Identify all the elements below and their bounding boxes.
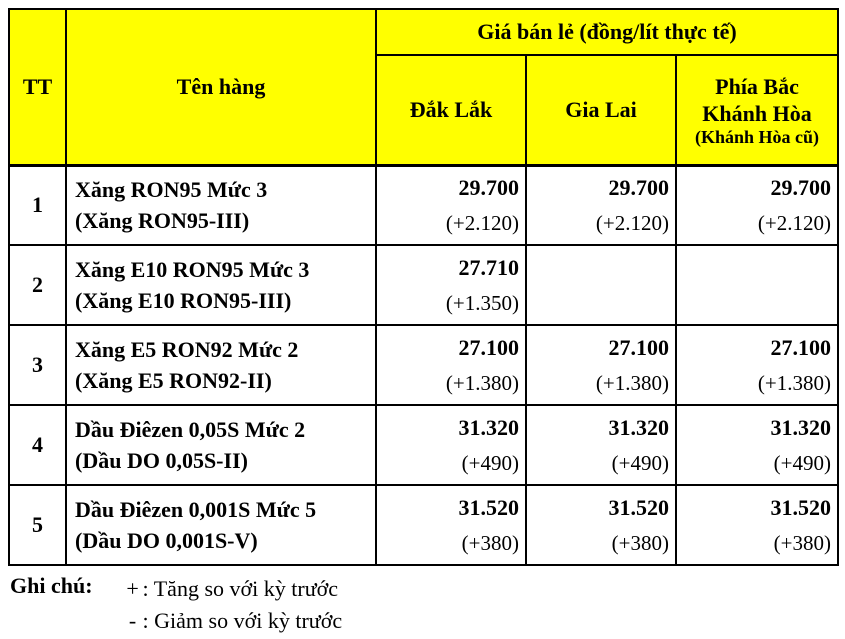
price-cell-gia-lai — [526, 165, 676, 245]
fuel-price-table — [8, 8, 839, 566]
row-number: 4 — [9, 405, 66, 485]
col-header-gia-ban-le: Giá bán lẻ (đồng/lít thực tế) — [376, 9, 838, 55]
price-change: (+2.120) — [445, 210, 519, 235]
table-row — [9, 325, 838, 405]
khanh-hoa-line1: Phía Bắc — [715, 73, 799, 99]
price-cell-gia-lai — [526, 405, 676, 485]
price-change: (+1.380) — [445, 370, 519, 395]
price-cell-dak-lak — [376, 165, 526, 245]
price-value: 31.320 — [770, 414, 832, 440]
product-name: Xăng E10 RON95 Mức 3 (Xăng E10 RON95-III) — [66, 245, 376, 325]
row-number: 5 — [9, 485, 66, 565]
price-change: (+490) — [611, 450, 669, 475]
price-change: (+1.350) — [445, 290, 519, 315]
table-row — [9, 405, 838, 485]
price-value: 31.520 — [770, 494, 832, 520]
legend-note-text: : Tăng so với kỳ trước — [142, 576, 339, 601]
khanh-hoa-line2: Khánh Hòa — [702, 100, 812, 126]
col-header-dak-lak: Đắk Lắk — [376, 55, 526, 165]
price-value: 29.700 — [770, 174, 832, 200]
table-row — [9, 165, 838, 245]
price-cell-khanh-hoa — [676, 325, 838, 405]
price-cell-khanh-hoa — [676, 245, 838, 325]
legend — [8, 573, 837, 637]
product-name: Dầu Điêzen 0,001S Mức 5 (Dầu DO 0,001S-V) — [66, 485, 376, 565]
price-change: (+490) — [773, 450, 832, 475]
price-value: 27.100 — [770, 334, 832, 360]
col-header-khanh-hoa — [676, 55, 838, 165]
price-change: (+380) — [461, 530, 519, 555]
price-change: (+2.120) — [595, 210, 669, 235]
price-cell-gia-lai — [526, 325, 676, 405]
price-cell-khanh-hoa — [676, 485, 838, 565]
legend-note-text: : Giảm so với kỳ trước — [142, 608, 343, 633]
row-number: 2 — [9, 245, 66, 325]
legend-note-increase — [123, 573, 343, 605]
price-cell-gia-lai — [526, 245, 676, 325]
legend-note-decrease — [123, 605, 343, 637]
price-cell-dak-lak — [376, 405, 526, 485]
price-cell-dak-lak — [376, 245, 526, 325]
price-cell-gia-lai — [526, 485, 676, 565]
price-cell-khanh-hoa — [676, 165, 838, 245]
price-value: 31.520 — [458, 494, 519, 520]
legend-notes — [123, 573, 343, 637]
product-name: Xăng RON95 Mức 3 (Xăng RON95-III) — [66, 165, 376, 245]
price-value: 31.320 — [458, 414, 519, 440]
price-change: (+1.380) — [757, 370, 832, 395]
col-header-tt: TT — [9, 9, 66, 165]
price-value: 27.100 — [458, 334, 519, 360]
table-row — [9, 245, 838, 325]
price-change: (+2.120) — [757, 210, 832, 235]
col-header-gia-lai: Gia Lai — [526, 55, 676, 165]
price-change: (+380) — [773, 530, 832, 555]
header-row-top — [9, 9, 838, 55]
row-number: 3 — [9, 325, 66, 405]
table-row — [9, 485, 838, 565]
khanh-hoa-line3: (Khánh Hòa cũ) — [694, 126, 820, 147]
product-name: Xăng E5 RON92 Mức 2 (Xăng E5 RON92-II) — [66, 325, 376, 405]
price-cell-dak-lak — [376, 485, 526, 565]
price-change: (+380) — [611, 530, 669, 555]
price-value: 29.700 — [458, 174, 519, 200]
legend-label: Ghi chú: — [10, 573, 93, 598]
price-value: 31.320 — [608, 414, 669, 440]
minus-symbol: - — [128, 608, 137, 633]
col-header-ten-hang: Tên hàng — [66, 9, 376, 165]
price-value: 29.700 — [608, 174, 669, 200]
product-name: Dầu Điêzen 0,05S Mức 2 (Dầu DO 0,05S-II) — [66, 405, 376, 485]
price-value: 27.710 — [458, 254, 519, 280]
price-change: (+1.380) — [595, 370, 669, 395]
price-value: 31.520 — [608, 494, 669, 520]
plus-symbol: + — [126, 576, 139, 601]
price-cell-dak-lak — [376, 325, 526, 405]
price-change: (+490) — [461, 450, 519, 475]
price-cell-khanh-hoa — [676, 405, 838, 485]
price-value: 27.100 — [608, 334, 669, 360]
row-number: 1 — [9, 165, 66, 245]
